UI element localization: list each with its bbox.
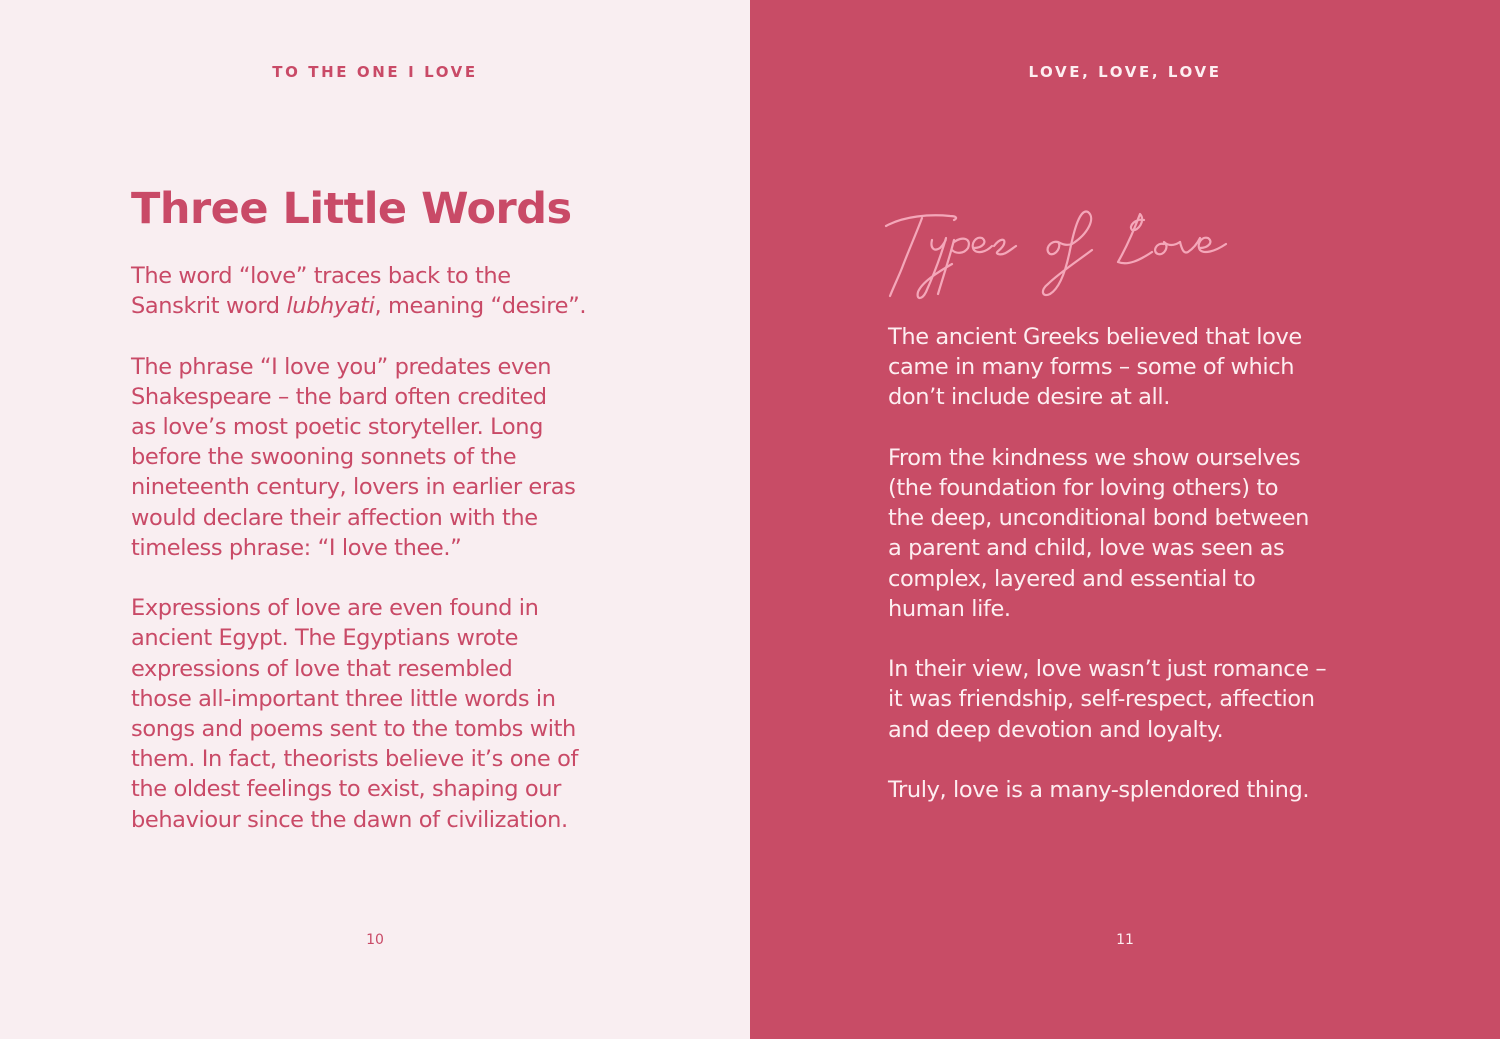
text-line: as love’s most poetic storyteller. Long <box>131 414 543 440</box>
right-page <box>750 0 1500 1039</box>
text-line: nineteenth century, lovers in earlier eras <box>131 474 576 501</box>
text-line: Expressions of love are even found in <box>131 595 539 622</box>
text-fragment: Sanskrit word <box>131 293 287 320</box>
left-body-text <box>131 261 631 865</box>
text-fragment: , meaning “desire”. <box>374 293 587 320</box>
italic-word: lubhyati <box>286 293 375 320</box>
handwritten-title-svg <box>882 204 1262 304</box>
text-line: came in many forms – some of which <box>888 354 1295 381</box>
paragraph-view <box>888 654 1368 745</box>
text-line: timeless phrase: “I love thee.” <box>131 534 462 561</box>
text-line: it was friendship, self-respect, affection <box>888 686 1315 713</box>
paragraph-closing <box>888 775 1368 805</box>
running-head-left: TO THE ONE I LOVE <box>272 63 478 81</box>
text-line: ancient Egypt. The Egyptians wrote <box>131 625 519 652</box>
text-line: the deep, unconditional bond between <box>888 505 1310 532</box>
text-line <box>131 291 631 321</box>
right-body-text <box>888 322 1368 835</box>
text-line: the oldest feelings to exist, shaping our <box>131 776 561 803</box>
paragraph-greeks <box>888 322 1368 413</box>
text-line: The phrase “I love you” predates even <box>131 353 552 380</box>
text-line: human life. <box>888 595 1011 622</box>
text-line: (the foundation for loving others) to <box>888 475 1279 501</box>
running-head-right: LOVE, LOVE, LOVE <box>1028 63 1222 81</box>
text-line: The word “love” traces back to the <box>131 263 511 289</box>
page-number-right: 11 <box>1116 932 1134 948</box>
page-number-left: 10 <box>366 932 384 948</box>
text-line: expressions of love that resembled <box>131 655 513 682</box>
page-heading: Three Little Words <box>131 184 572 234</box>
text-line: a parent and child, love was seen as <box>888 535 1285 562</box>
text-line: behaviour since the dawn of civilization. <box>131 806 568 833</box>
text-line: complex, layered and essential to <box>888 565 1256 592</box>
text-line: songs and poems sent to the tombs with <box>131 716 576 743</box>
text-line: In their view, love wasn’t just romance – <box>888 656 1327 683</box>
text-line: don’t include desire at all. <box>888 384 1170 411</box>
paragraph-egypt <box>131 593 631 835</box>
text-line: and deep devotion and loyalty. <box>888 716 1224 743</box>
text-line: From the kindness we show ourselves <box>888 444 1301 471</box>
script-title-types-of-love <box>882 204 1262 304</box>
paragraph-kindness <box>888 443 1368 624</box>
paragraph-origin <box>131 261 631 321</box>
text-line: them. In fact, theorists believe it’s one of <box>131 746 579 773</box>
text-line: before the swooning sonnets of the <box>131 444 517 471</box>
text-line: would declare their affection with the <box>131 504 538 531</box>
text-line: those all-important three little words in <box>131 685 556 712</box>
text-line: Truly, love is a many-splendored thing. <box>888 777 1310 803</box>
text-line: The ancient Greeks believed that love <box>888 324 1302 350</box>
paragraph-shakespeare <box>131 352 631 563</box>
text-line: Shakespeare – the bard often credited <box>131 383 547 410</box>
